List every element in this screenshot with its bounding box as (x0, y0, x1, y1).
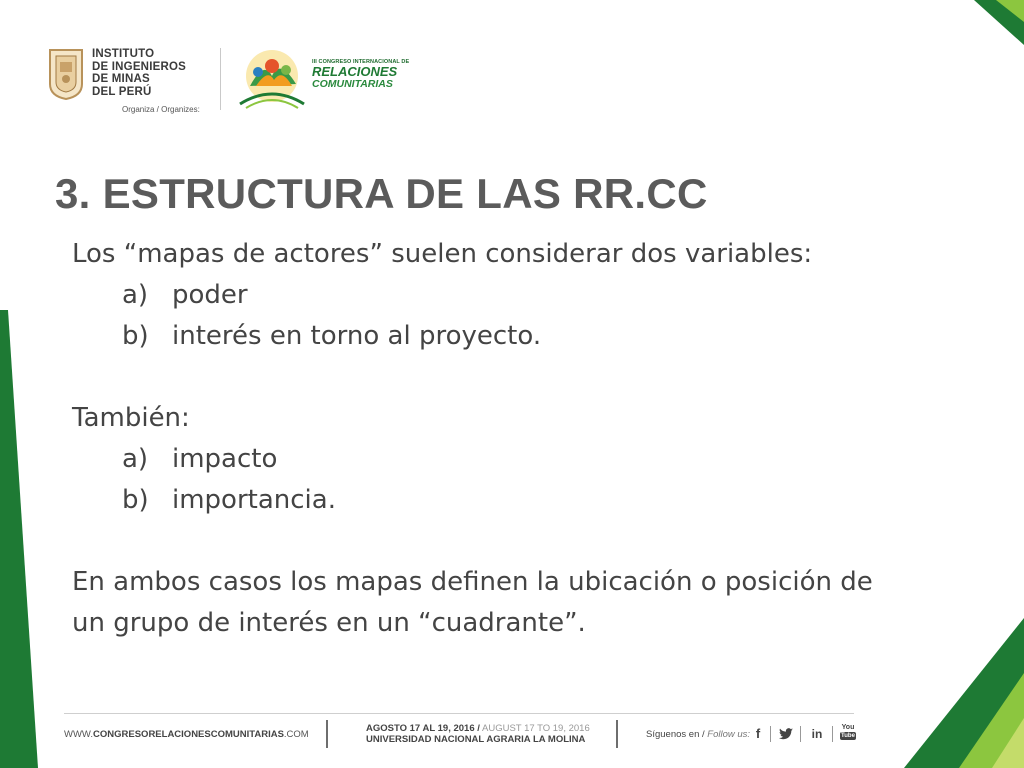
list-item-text: poder (172, 280, 248, 310)
footer-divider (64, 713, 854, 714)
list-marker: a) (122, 280, 149, 310)
website-link[interactable] (64, 729, 309, 740)
spacer (72, 521, 892, 562)
congreso-name (312, 59, 422, 90)
youtube-you: You (841, 724, 855, 731)
follow-us-label (646, 729, 750, 740)
youtube-tube: Tube (841, 733, 855, 739)
event-dates (366, 723, 590, 745)
iimp-line-1: INSTITUTO (92, 48, 155, 60)
list-item-text: interés en torno al proyecto. (172, 321, 542, 351)
congreso-logo (236, 46, 416, 116)
conclusion-text: En ambos casos los mapas definen la ubicación o posición de un grupo de interés en un “cuadrante”. (72, 567, 873, 638)
slide-body (72, 234, 892, 644)
list-item (72, 439, 892, 480)
social-separator (770, 726, 771, 742)
web-prefix: WWW. (64, 729, 94, 740)
footer (64, 720, 864, 750)
additional-list (72, 439, 892, 521)
linkedin-icon[interactable]: in (811, 727, 823, 741)
dates-en: AUGUST 17 TO 19, 2016 (482, 723, 590, 734)
list-item-text: impacto (172, 444, 278, 474)
dates-es: AGOSTO 17 AL 19, 2016 / (366, 723, 480, 734)
slide-title: 3. ESTRUCTURA DE LAS RR.CC (55, 170, 708, 217)
list-marker: b) (122, 485, 149, 515)
youtube-icon[interactable] (840, 724, 856, 742)
twitter-icon[interactable] (778, 726, 794, 742)
follow-en: Follow us: (707, 729, 751, 740)
facebook-icon[interactable]: f (755, 726, 761, 741)
left-edge-decoration (0, 310, 40, 768)
iimp-line-3: DE MINAS (92, 73, 150, 85)
social-separator (800, 726, 801, 742)
organiza-label: Organiza / Organizes: (122, 105, 200, 114)
web-suffix: .COM (283, 729, 309, 740)
congreso-line-2: COMUNITARIAS (312, 78, 393, 90)
intro-text: Los “mapas de actores” suelen considerar dos variables: (72, 239, 813, 269)
iimp-line-2: DE INGENIEROS (92, 60, 186, 73)
list-item (72, 316, 892, 357)
footer-separator (326, 720, 328, 748)
congreso-emblem-icon (236, 46, 308, 112)
variables-list (72, 275, 892, 357)
web-domain: CONGRESORELACIONESCOMUNITARIAS (93, 729, 284, 740)
list-item (72, 480, 892, 521)
congreso-edition: III CONGRESO INTERNACIONAL DE (312, 59, 410, 65)
list-marker: b) (122, 321, 149, 351)
iimp-line-4: DEL PERÚ (92, 85, 152, 98)
header-divider (220, 48, 221, 110)
list-marker: a) (122, 444, 149, 474)
list-item (72, 275, 892, 316)
iimp-name (92, 48, 212, 98)
tambien-text: También: (72, 403, 190, 433)
congreso-line-1: RELACIONES (312, 64, 398, 79)
follow-es: Síguenos en / (646, 729, 705, 740)
venue: UNIVERSIDAD NACIONAL AGRARIA LA MOLINA (366, 734, 586, 745)
iimp-seal-icon (48, 48, 84, 100)
top-right-corner-decoration (934, 0, 1024, 60)
social-separator (832, 726, 833, 742)
footer-separator (616, 720, 618, 748)
list-item-text: importancia. (172, 485, 336, 515)
spacer (72, 357, 892, 398)
